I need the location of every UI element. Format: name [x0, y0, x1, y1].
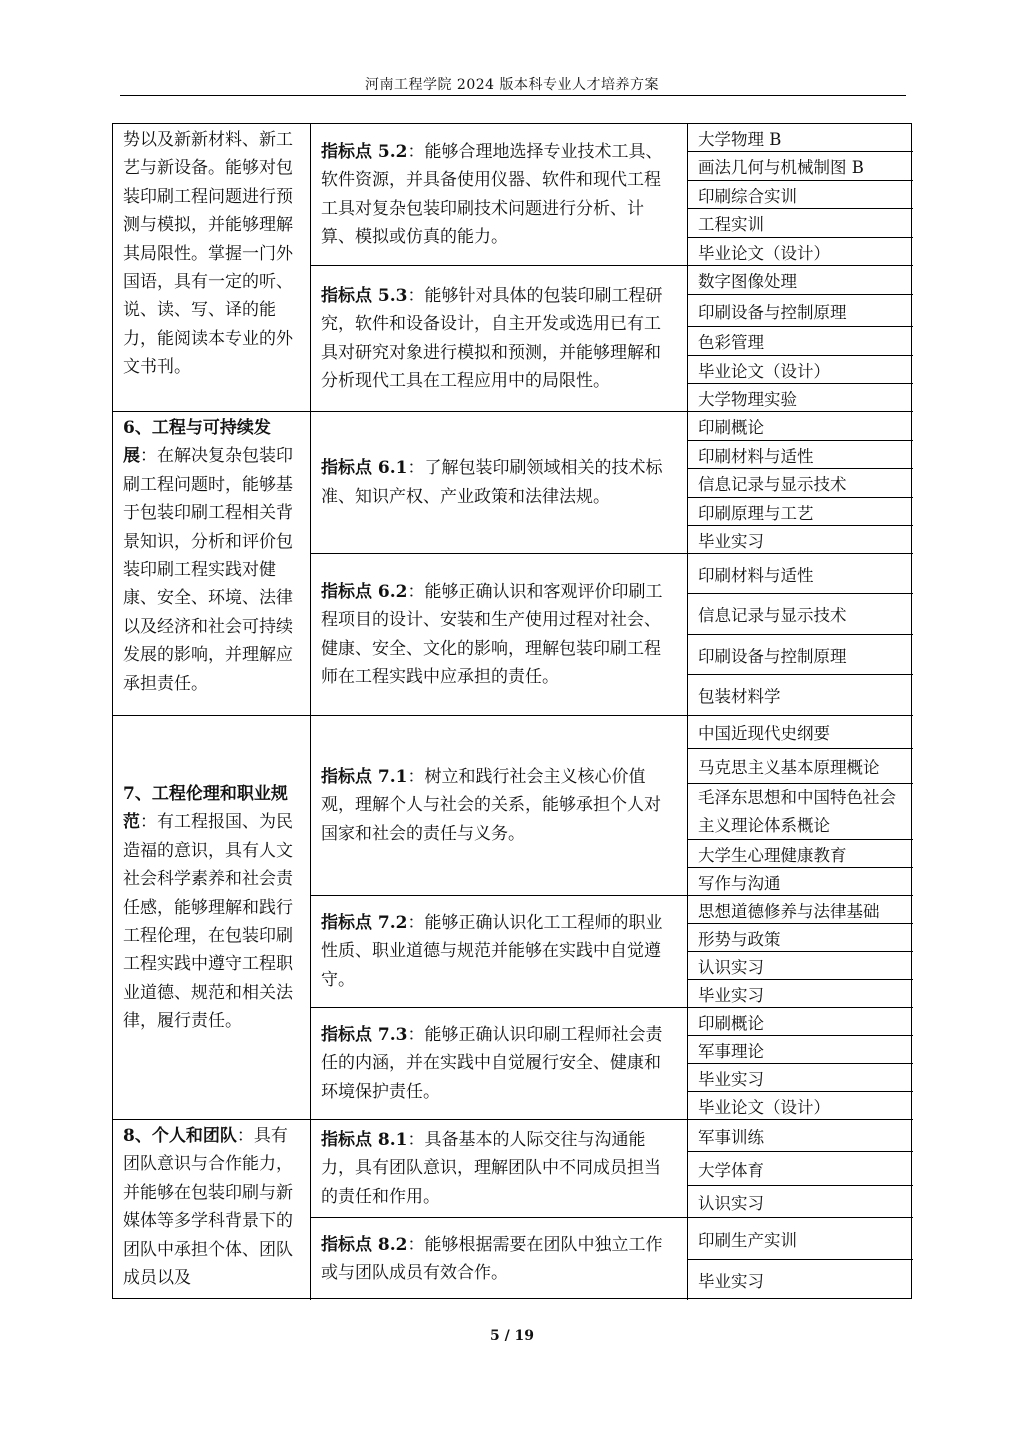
- indicator-cell-7-3: [310, 1008, 687, 1120]
- indicator-cell-6-1: [310, 412, 687, 554]
- indicator-text: ：了解包装印刷领域相关的技术标准、知识产权、产业政策和法律法规。: [321, 458, 663, 507]
- indicator-label: 指标点 5.3: [321, 285, 408, 306]
- indicator-cell-7-2: [310, 896, 687, 1008]
- indicator-label: 指标点 5.2: [321, 141, 408, 162]
- course-cell: 信息记录与显示技术: [687, 594, 913, 635]
- course-cell: 毕业实习: [687, 526, 913, 554]
- indicator-label: 指标点 7.1: [321, 766, 408, 787]
- indicator-cell-8-2: [310, 1218, 687, 1300]
- course-cell: 中国近现代史纲要: [687, 716, 913, 749]
- course-cell: 毕业论文（设计）: [687, 238, 913, 266]
- indicator-text: ：能够针对具体的包装印刷工程研究，软件和设备设计，自主开发或选用已有工具对研究对象进行模拟和预测，并能够理解和分析现代工具在工程应用中的局限性。: [321, 285, 663, 391]
- indicator-text: ：能够正确认识印刷工程师社会责任的内涵，并在实践中自觉履行安全、健康和环境保护责任。: [321, 1024, 663, 1102]
- requirement-text: ：有工程报国、为民造福的意识，具有人文社会科学素养和社会责任感，能够理解和践行工程伦理，在包装印刷工程实践中遵守工程职业道德、规范和相关法律，履行责任。: [123, 812, 293, 1032]
- course-cell: 毛泽东思想和中国特色社会主义理论体系概论: [687, 784, 913, 840]
- course-cell: 军事训练: [687, 1120, 913, 1152]
- indicator-text: ：能够根据需要在团队中独立工作或与团队成员有效合作。: [321, 1234, 663, 1283]
- requirement-cell-5: [113, 124, 310, 412]
- course-cell: 大学体育: [687, 1152, 913, 1186]
- indicator-label: 指标点 8.1: [321, 1129, 408, 1150]
- indicator-label: 指标点 6.2: [321, 581, 408, 602]
- indicator-cell-8-1: [310, 1120, 687, 1218]
- requirement-text: 势以及新新材料、新工艺与新设备。能够对包装印刷工程问题进行预测与模拟，并能够理解其局限性。掌握一门外国语，具有一定的听、说、读、写、译的能力，能阅读本专业的外文书刊。: [123, 130, 293, 378]
- indicator-label: 指标点 7.2: [321, 912, 408, 933]
- course-cell: 大学物理实验: [687, 384, 913, 412]
- course-cell: 军事理论: [687, 1036, 913, 1064]
- course-cell: 毕业实习: [687, 980, 913, 1008]
- indicator-cell-6-2: [310, 554, 687, 716]
- course-cell: 印刷原理与工艺: [687, 498, 913, 526]
- course-cell: 马克思主义基本原理概论: [687, 749, 913, 784]
- course-cell: 印刷概论: [687, 1008, 913, 1036]
- course-cell: 大学生心理健康教育: [687, 840, 913, 868]
- requirement-cell-7: [113, 716, 310, 1120]
- indicator-text: ：树立和践行社会主义核心价值观，理解个人与社会的关系，能够承担个人对国家和社会的责任与义务。: [321, 766, 661, 844]
- course-cell: 毕业实习: [687, 1064, 913, 1092]
- indicator-label: 指标点 8.2: [321, 1234, 408, 1255]
- indicator-cell-7-1: [310, 716, 687, 896]
- indicator-cell-5-3: [310, 266, 687, 412]
- requirement-text: ：具有团队意识与合作能力，并能够在包装印刷与新媒体等多学科背景下的团队中承担个体、团队成员以及: [123, 1126, 293, 1289]
- course-cell: 印刷生产实训: [687, 1218, 913, 1260]
- course-cell: 思想道德修养与法律基础: [687, 896, 913, 924]
- requirements-table: [112, 123, 912, 1299]
- course-cell: 认识实习: [687, 1186, 913, 1218]
- page-header: 河南工程学院 2024 版本科专业人才培养方案: [364, 77, 660, 93]
- course-cell: 色彩管理: [687, 327, 913, 356]
- course-cell: 印刷综合实训: [687, 181, 913, 209]
- indicator-cell-5-2: [310, 124, 687, 266]
- course-cell: 大学物理 B: [687, 124, 913, 152]
- course-cell: 包装材料学: [687, 675, 913, 716]
- requirement-title: 7、工程伦理和职业规范: [123, 784, 288, 833]
- course-cell: 毕业实习: [687, 1260, 913, 1300]
- course-cell: 印刷材料与适性: [687, 554, 913, 594]
- page-number: 5 / 19: [489, 1328, 535, 1344]
- indicator-text: ：能够正确认识化工工程师的职业性质、职业道德与规范并能够在实践中自觉遵守。: [321, 912, 663, 990]
- indicator-label: 指标点 7.3: [321, 1024, 408, 1045]
- course-cell: 形势与政策: [687, 924, 913, 952]
- requirement-text: ：在解决复杂包装印刷工程问题时，能够基于包装印刷工程相关背景知识，分析和评价包装印刷工程实践对健康、安全、环境、法律以及经济和社会可持续发展的影响，并理解应承担责任。: [123, 446, 293, 694]
- header-rule: [120, 95, 906, 96]
- requirement-title: 6、工程与可持续发展: [123, 418, 271, 467]
- course-cell: 印刷概论: [687, 412, 913, 441]
- indicator-text: ：能够合理地选择专业技术工具、软件资源，并具备使用仪器、软件和现代工程工具对复杂包装印刷技术问题进行分析、计算、模拟或仿真的能力。: [321, 141, 663, 247]
- course-cell: 认识实习: [687, 952, 913, 980]
- indicator-label: 指标点 6.1: [321, 458, 408, 479]
- course-cell: 数字图像处理: [687, 266, 913, 295]
- course-cell: 印刷设备与控制原理: [687, 635, 913, 675]
- course-cell: 印刷设备与控制原理: [687, 295, 913, 327]
- indicator-text: ：能够正确认识和客观评价印刷工程项目的设计、安装和生产使用过程对社会、健康、安全、文化的影响，理解包装印刷工程师在工程实践中应承担的责任。: [321, 581, 663, 687]
- course-cell: 印刷材料与适性: [687, 441, 913, 469]
- course-cell: 毕业论文（设计）: [687, 1092, 913, 1120]
- course-cell: 工程实训: [687, 209, 913, 238]
- course-cell: 写作与沟通: [687, 868, 913, 896]
- course-cell: 信息记录与显示技术: [687, 469, 913, 498]
- requirement-cell-6: [113, 412, 310, 716]
- requirement-title: 8、个人和团队: [123, 1126, 237, 1146]
- course-cell: 画法几何与机械制图 B: [687, 152, 913, 181]
- indicator-text: ：具备基本的人际交往与沟通能力，具有团队意识，理解团队中不同成员担当的责任和作用。: [321, 1129, 661, 1207]
- requirement-cell-8: [113, 1120, 310, 1300]
- course-cell: 毕业论文（设计）: [687, 356, 913, 384]
